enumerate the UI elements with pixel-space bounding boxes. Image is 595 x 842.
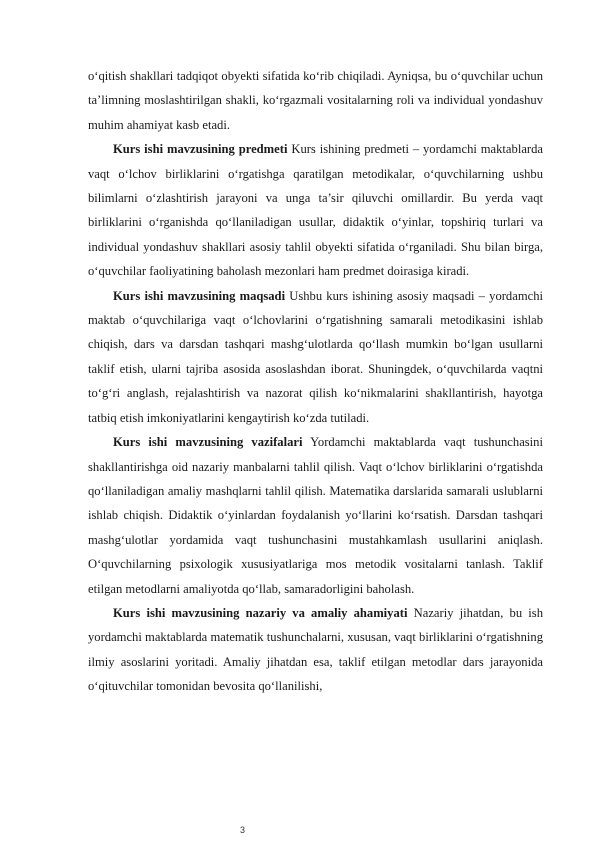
subject-heading: Kurs ishi mavzusining predmeti [113,142,288,157]
paragraph-significance [88,601,543,699]
paragraph-text: Ushbu kurs ishining asosiy maqsadi – yordamchi maktab o‘quvchilariga vaqt o‘lchovlarini o‘rgatishning samarali metodikasini ishlab chiqish, dars va darsdan tashqari mashg‘ulotlarda qo‘llash mumkin bo‘lgan usullarni taklif etish, ularni tajriba asosida asoslashdan iborat. Shuningdek, o‘quvchilarda vaqtni to‘g‘ri anglash, rejalashtirish va nazorat qilish ko‘nikmalarini shakllantirish, hayotga tatbiq etish imkoniyatlarini kengaytirish ko‘zda tutiladi. [88,288,544,425]
document-page [88,64,543,699]
paragraph-intro-continuation [88,64,543,137]
paragraph-subject [88,137,543,283]
significance-heading: Kurs ishi mavzusining nazariy va amaliy ahamiyati [113,605,408,620]
goal-heading: Kurs ishi mavzusining maqsadi [113,288,286,303]
tasks-heading: Kurs ishi mavzusining vazifalari [113,435,303,450]
paragraph-text: Nazariy jihatdan, bu ish yordamchi maktablarda matematik tushunchalarni, xususan, vaqt birliklarini o‘rgatishning ilmiy asoslarini yoritadi. Amaliy jihatdan esa, taklif etilgan metodlar dars jarayonida o‘qituvchilar tomonidan bevosita qo‘llanilishi, [88,605,543,694]
paragraph-text: o‘qitish shakllari tadqiqot obyekti sifatida ko‘rib chiqiladi. Ayniqsa, bu o‘quvchilar uchun ta’limning moslashtirilgan shakli, ko‘rgazmali vositalarning roli va individual yondashuv muhim ahamiyat kasb etadi. [88,69,543,132]
paragraph-tasks [88,430,543,601]
paragraph-goal [88,284,543,430]
page-number: 3 [240,825,246,835]
paragraph-text: Yordamchi maktablarda vaqt tushunchasini shakllantirishga oid nazariy manbalarni tahlil qilish. Vaqt o‘lchov birliklarini o‘rgatishda qo‘llaniladigan amaliy mashqlarni tahlil qilish. Matematika darslarida samarali uslublarni ishlab chiqish. Didaktik o‘yinlardan foydalanish yo‘llarini ko‘rsatish. Darsdan tashqari mashg‘ulotlar yordamida vaqt tushunchasini mustahkamlash usullarini aniqlash. O‘quvchilarning psixologik xususiyatlariga mos metodik vositalarni tanlash. Taklif etilgan metodlarni amaliyotda qo‘llab, samaradorligini baholash. [88,435,543,596]
paragraph-text: Kurs ishining predmeti – yordamchi maktablarda vaqt o‘lchov birliklarini o‘rgatishga qaratilgan metodikalar, o‘quvchilarning ushbu bilimlarni o‘zlashtirish jarayoni va unga ta’sir qiluvchi omillardir. Bu yerda vaqt birliklarini o‘rganishda qo‘llaniladigan usullar, didaktik o‘yinlar, topshiriq turlari va individual yondashuv shakllari asosiy tahlil obyekti sifatida o‘rganiladi. Shu bilan birga, o‘quvchilar faoliyatining baholash mezonlari ham predmet doirasiga kiradi. [88,142,543,279]
